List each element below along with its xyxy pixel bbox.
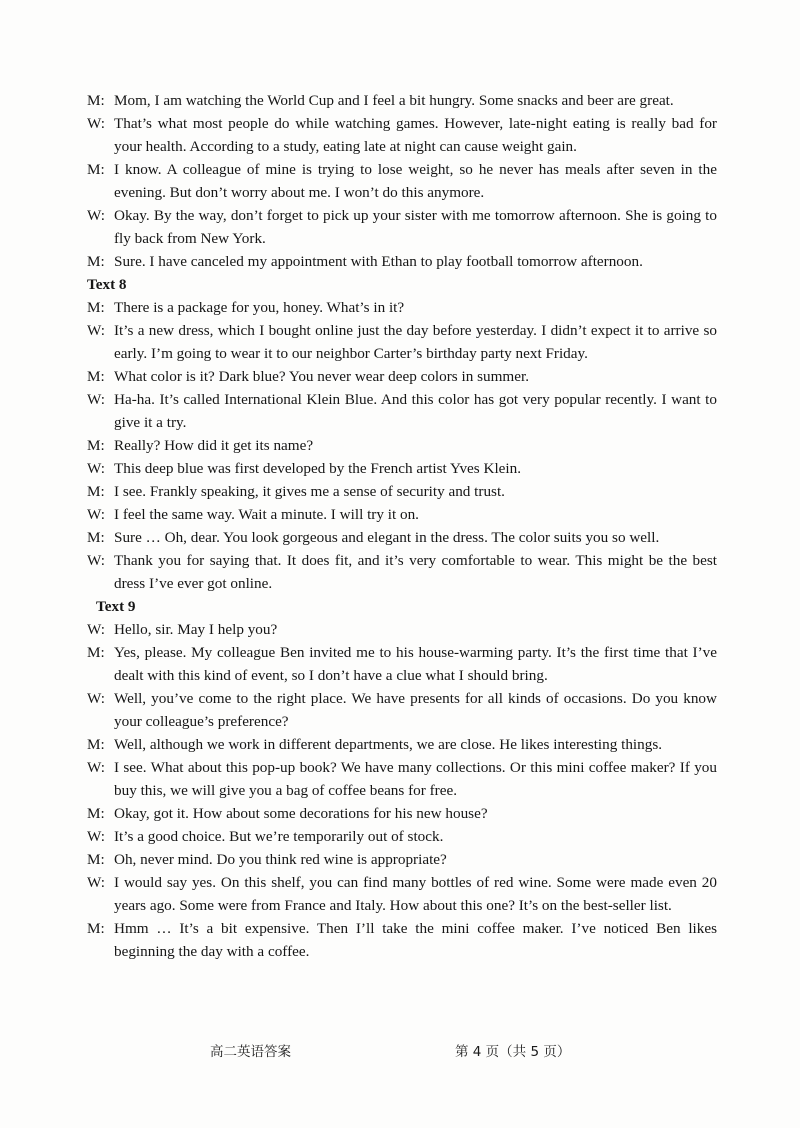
line-text: What color is it? Dark blue? You never wear deep colors in summer. bbox=[114, 368, 530, 385]
speaker-label: M: bbox=[87, 437, 105, 454]
dialog-line bbox=[87, 480, 717, 503]
speaker-label: M: bbox=[87, 299, 105, 316]
speaker-label: W: bbox=[87, 322, 105, 339]
speaker-label: W: bbox=[87, 115, 105, 132]
dialog-line bbox=[87, 388, 717, 434]
speaker-label: M: bbox=[87, 920, 105, 937]
speaker-label: W: bbox=[87, 460, 105, 477]
transcript-body bbox=[87, 89, 717, 963]
line-text: I would say yes. On this shelf, you can find many bottles of red wine. Some were made even 20 years ago. Some were from France and Italy. How about this one? It’s on the best-seller list. bbox=[114, 874, 717, 914]
dialog-line bbox=[87, 204, 717, 250]
line-text: This deep blue was first developed by the French artist Yves Klein. bbox=[114, 460, 522, 477]
line-text: Hello, sir. May I help you? bbox=[114, 621, 278, 638]
speaker-label: M: bbox=[87, 736, 105, 753]
line-text: That’s what most people do while watching games. However, late-night eating is really bad for your health. According to a study, eating late at night can cause weight gain. bbox=[114, 115, 717, 155]
line-text: It’s a new dress, which I bought online just the day before yesterday. I didn’t expect it to arrive so early. I’m going to wear it to our neighbor Carter’s birthday party next Friday. bbox=[114, 322, 717, 362]
line-text: Well, you’ve come to the right place. We have presents for all kinds of occasions. Do you know your colleague’s preference? bbox=[114, 690, 717, 730]
line-text: Yes, please. My colleague Ben invited me to his house-warming party. It’s the first time that I’ve dealt with this kind of event, so I don’t have a clue what I should bring. bbox=[114, 644, 717, 684]
speaker-label: W: bbox=[87, 391, 105, 408]
section-heading: Text 8 bbox=[87, 276, 127, 293]
dialog-line bbox=[87, 848, 717, 871]
speaker-label: M: bbox=[87, 161, 105, 178]
dialog-block-continued bbox=[87, 89, 717, 273]
speaker-label: W: bbox=[87, 874, 105, 891]
dialog-line bbox=[87, 434, 717, 457]
line-text: Sure … Oh, dear. You look gorgeous and elegant in the dress. The color suits you so well. bbox=[114, 529, 660, 546]
speaker-label: M: bbox=[87, 851, 105, 868]
speaker-label: M: bbox=[87, 805, 105, 822]
dialog-line bbox=[87, 89, 717, 112]
line-text: Thank you for saying that. It does fit, and it’s very comfortable to wear. This might be the best dress I’ve ever got online. bbox=[114, 552, 717, 592]
line-text: Well, although we work in different departments, we are close. He likes interesting things. bbox=[114, 736, 663, 753]
line-text: It’s a good choice. But we’re temporarily out of stock. bbox=[114, 828, 444, 845]
line-text: I know. A colleague of mine is trying to lose weight, so he never has meals after seven in the evening. But don’t worry about me. I won’t do this anymore. bbox=[114, 161, 717, 201]
dialog-line bbox=[87, 802, 717, 825]
speaker-label: W: bbox=[87, 759, 105, 776]
dialog-line bbox=[87, 296, 717, 319]
speaker-label: W: bbox=[87, 621, 105, 638]
dialog-line bbox=[87, 158, 717, 204]
dialog-line bbox=[87, 871, 717, 917]
speaker-label: M: bbox=[87, 483, 105, 500]
dialog-line bbox=[87, 503, 717, 526]
dialog-line bbox=[87, 687, 717, 733]
dialog-line bbox=[87, 526, 717, 549]
line-text: I see. What about this pop-up book? We have many collections. Or this mini coffee maker? If you buy this, we will give you a bag of coffee beans for free. bbox=[114, 759, 717, 799]
dialog-line bbox=[87, 917, 717, 963]
dialog-line bbox=[87, 250, 717, 273]
line-text: Okay, got it. How about some decorations for his new house? bbox=[114, 805, 488, 822]
dialog-line bbox=[87, 733, 717, 756]
line-text: Sure. I have canceled my appointment with Ethan to play football tomorrow afternoon. bbox=[114, 253, 643, 270]
section-heading: Text 9 bbox=[96, 598, 136, 615]
line-text: Mom, I am watching the World Cup and I feel a bit hungry. Some snacks and beer are great. bbox=[114, 92, 674, 109]
dialog-line bbox=[87, 549, 717, 595]
line-text: Really? How did it get its name? bbox=[114, 437, 314, 454]
footer-subject: 高二英语答案 bbox=[210, 1044, 291, 1060]
line-text: Hmm … It’s a bit expensive. Then I’ll take the mini coffee maker. I’ve noticed Ben likes beginning the day with a coffee. bbox=[114, 920, 717, 960]
speaker-label: W: bbox=[87, 690, 105, 707]
speaker-label: W: bbox=[87, 207, 105, 224]
footer-page-number: 第 4 页（共 5 页） bbox=[455, 1044, 571, 1060]
speaker-label: W: bbox=[87, 506, 105, 523]
speaker-label: W: bbox=[87, 552, 105, 569]
speaker-label: W: bbox=[87, 828, 105, 845]
dialog-line bbox=[87, 365, 717, 388]
speaker-label: M: bbox=[87, 368, 105, 385]
line-text: I see. Frankly speaking, it gives me a sense of security and trust. bbox=[114, 483, 505, 500]
line-text: There is a package for you, honey. What’s in it? bbox=[114, 299, 405, 316]
speaker-label: M: bbox=[87, 253, 105, 270]
dialog-line bbox=[87, 319, 717, 365]
speaker-label: M: bbox=[87, 529, 105, 546]
dialog-line bbox=[87, 641, 717, 687]
speaker-label: M: bbox=[87, 644, 105, 661]
line-text: Oh, never mind. Do you think red wine is appropriate? bbox=[114, 851, 447, 868]
dialog-line bbox=[87, 618, 717, 641]
line-text: Okay. By the way, don’t forget to pick up your sister with me tomorrow afternoon. She is going to fly back from New York. bbox=[114, 207, 717, 247]
dialog-block-text-8 bbox=[87, 273, 717, 595]
dialog-line bbox=[87, 457, 717, 480]
dialog-line bbox=[87, 825, 717, 848]
line-text: Ha-ha. It’s called International Klein Blue. And this color has got very popular recently. I want to give it a try. bbox=[114, 391, 717, 431]
dialog-line bbox=[87, 112, 717, 158]
line-text: I feel the same way. Wait a minute. I will try it on. bbox=[114, 506, 419, 523]
dialog-line bbox=[87, 756, 717, 802]
dialog-block-text-9 bbox=[87, 595, 717, 963]
speaker-label: M: bbox=[87, 92, 105, 109]
